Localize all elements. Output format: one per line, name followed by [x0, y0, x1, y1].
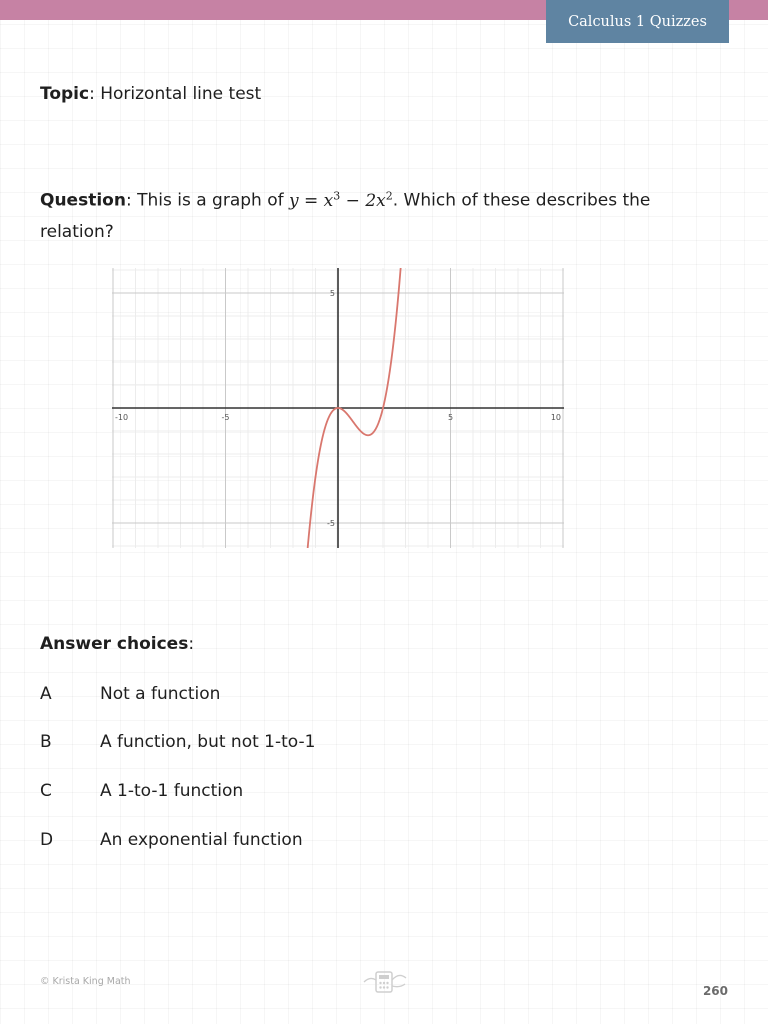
calculator-leaf-icon — [362, 968, 408, 996]
question-text: Question: This is a graph of $y = x^3 - 2x^2$. Which of these describes the relation? — [40, 189, 651, 242]
y-tick-label: -5 — [327, 519, 335, 528]
x-tick-label: 10 — [550, 413, 561, 422]
y-tick-label: 5 — [329, 289, 335, 298]
choice-letter: D — [40, 830, 54, 850]
choice-text: Not a function — [100, 684, 221, 704]
page-number: 260 — [702, 984, 728, 998]
footer-copyright: © Krista King Math — [40, 976, 131, 987]
topic-label: Topic — [40, 84, 90, 104]
x-tick-label: 5 — [447, 413, 454, 422]
choice-text: An exponential function — [100, 830, 303, 850]
choice-text: A 1-to-1 function — [100, 781, 244, 801]
header-title: Calculus 1 Quizzes — [568, 13, 707, 30]
header-tab — [546, 0, 729, 43]
choice-c — [40, 781, 243, 801]
choice-letter: B — [40, 732, 52, 752]
topic-text: Horizontal line test — [100, 84, 262, 104]
question-label: Question — [40, 190, 126, 211]
x-tick-label: -10 — [115, 413, 129, 422]
choice-b — [40, 732, 315, 752]
question-prefix: This is a graph of — [137, 190, 284, 211]
choice-a — [40, 684, 220, 704]
choice-d — [40, 830, 303, 850]
answers-title: Answer choices: — [40, 634, 195, 654]
function-graph — [112, 268, 564, 548]
topic-line: Topic: Horizontal line test — [40, 84, 262, 104]
choice-letter: C — [40, 781, 52, 801]
question-suffix: . Which of these describes the relation? — [40, 190, 651, 242]
choice-letter: A — [40, 684, 52, 704]
choice-text: A function, but not 1-to-1 — [100, 732, 316, 752]
x-tick-label: -5 — [221, 413, 230, 422]
question-equation: $y = x^3 - 2x^2$ — [289, 189, 393, 211]
